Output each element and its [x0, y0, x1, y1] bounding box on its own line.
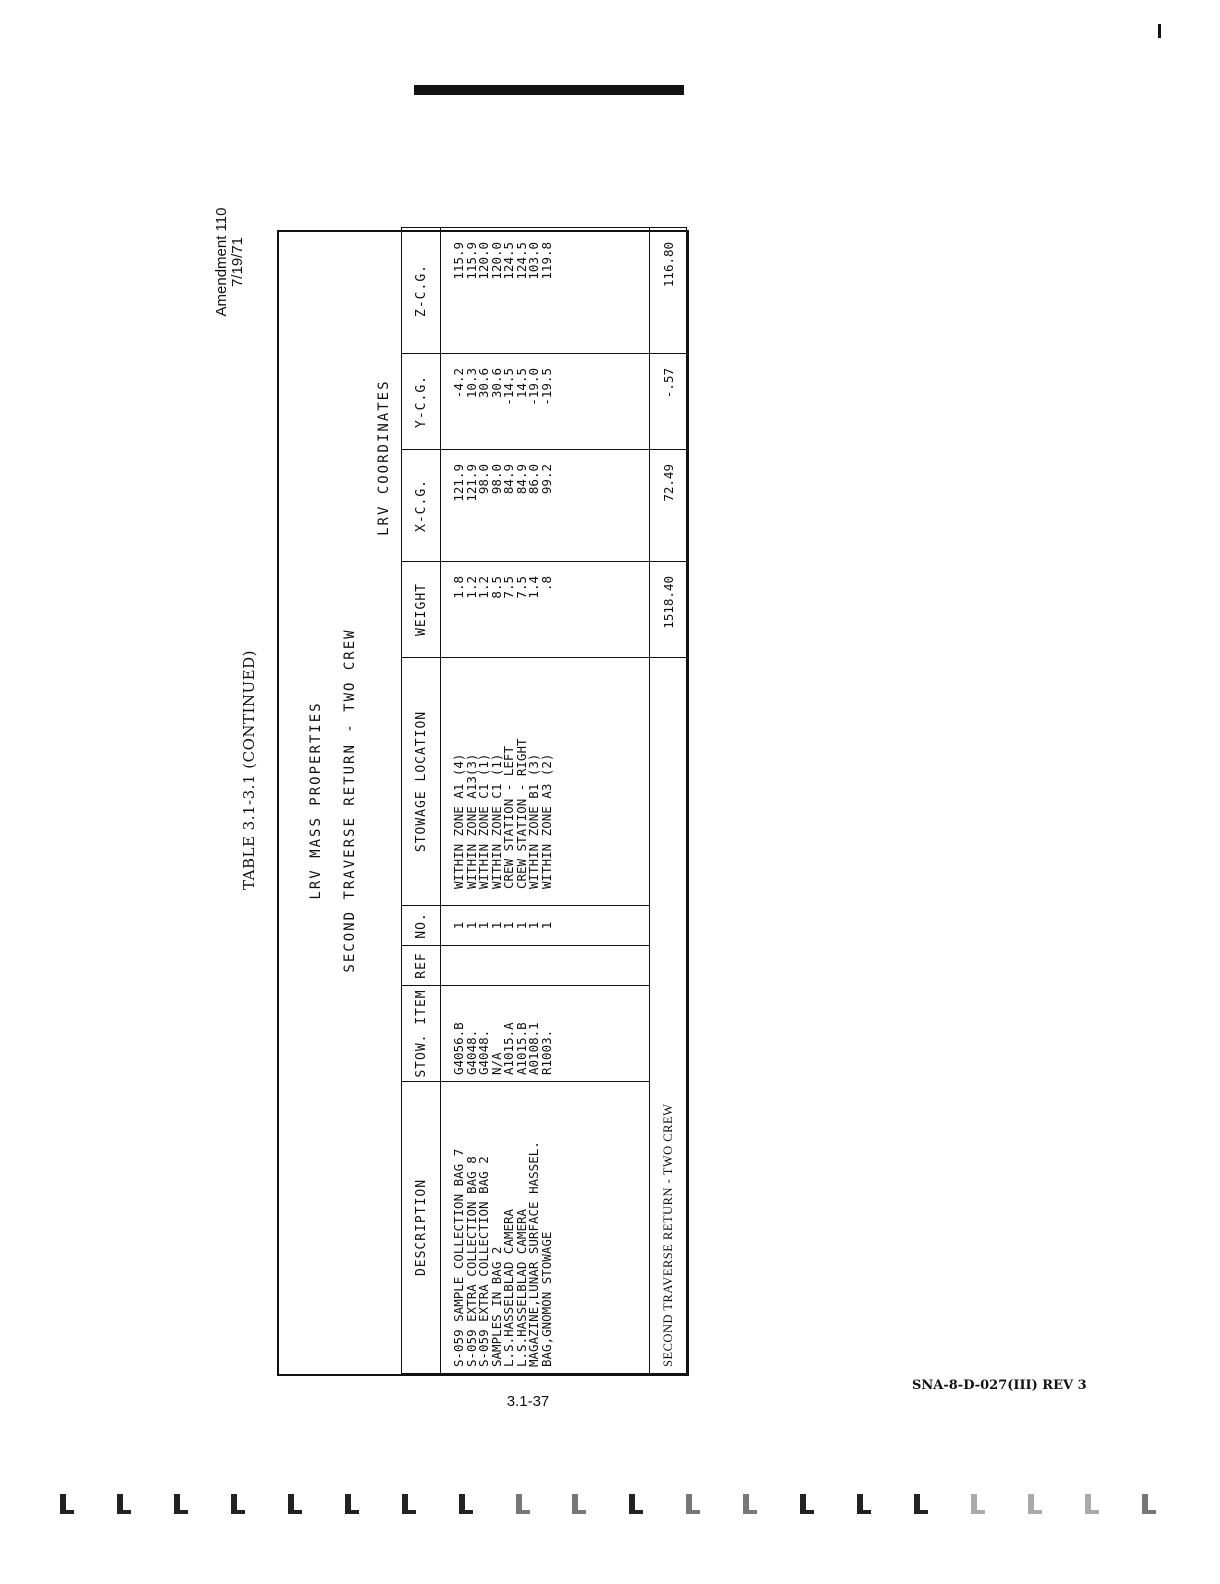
- registration-mark: [514, 1494, 532, 1514]
- header-no: NO.: [402, 906, 441, 946]
- registration-mark: [627, 1494, 645, 1514]
- cell-no: 1 1 1 1 1 1 1 1: [441, 906, 650, 946]
- registration-mark: [457, 1494, 475, 1514]
- cell-ref: [441, 946, 650, 986]
- amendment-date: 7/19/71: [229, 236, 246, 288]
- header-stow-item: STOW. ITEM: [402, 986, 441, 1082]
- total-z-cg: 116.80: [650, 227, 687, 353]
- registration-mark: [229, 1494, 247, 1514]
- registration-mark: [969, 1494, 987, 1514]
- page-number: 3.1-37: [506, 1393, 550, 1410]
- registration-mark: [400, 1494, 418, 1514]
- registration-mark: [1140, 1494, 1158, 1514]
- registration-mark: [912, 1494, 930, 1514]
- registration-mark: [1083, 1494, 1101, 1514]
- table-caption: TABLE 3.1-3.1 (CONTINUED): [240, 649, 258, 891]
- header-ref: REF: [402, 946, 441, 986]
- header-y-cg: Y-C.G.: [402, 354, 441, 450]
- total-label: SECOND TRAVERSE RETURN - TWO CREW: [650, 658, 687, 1374]
- registration-mark: [684, 1494, 702, 1514]
- amendment-note: [214, 182, 246, 342]
- cell-description: S-059 SAMPLE COLLECTION BAG 7 S-059 EXTRA COLLECTION BAG 8 S-059 EXTRA COLLECTION BAG 2 SAMPLES IN BAG 2 L.S.HASSELBLAD CAMERA L.S.HASSELBLAD CAMERA MAGAZINE,LUNAR SURFACE HASSEL. BAG,GNOMON STOWAGE: [441, 1082, 650, 1374]
- cell-weight: 1.8 1.2 1.2 8.5 7.5 7.5 1.4 .8: [441, 562, 650, 658]
- table-titles: [279, 227, 402, 1373]
- header-description: DESCRIPTION: [402, 1082, 441, 1374]
- total-y-cg: -.57: [650, 354, 687, 450]
- registration-mark: [343, 1494, 361, 1514]
- registration-mark: [115, 1494, 133, 1514]
- registration-mark: [741, 1494, 759, 1514]
- redaction-bar: [414, 85, 684, 95]
- registration-mark: [570, 1494, 588, 1514]
- document-reference: SNA-8-D-027(III) REV 3: [912, 1378, 1087, 1393]
- registration-mark: [286, 1494, 304, 1514]
- cell-z-cg: 115.9 115.9 120.0 120.0 124.5 124.5 103.0 119.8: [441, 227, 650, 353]
- title-line-1: LRV MASS PROPERTIES: [308, 701, 324, 900]
- cell-x-cg: 121.9 121.9 98.0 98.0 84.9 84.9 86.0 99.2: [441, 450, 650, 562]
- registration-mark: [172, 1494, 190, 1514]
- coordinates-title: LRV COORDINATES: [376, 379, 392, 536]
- cell-stowage-location: WITHIN ZONE A1 (4) WITHIN ZONE A13(3) WITHIN ZONE C1 (1) WITHIN ZONE C1 (1) CREW STATION - LEFT CREW STATION - RIGHT WITHIN ZONE B1 (3) WITHIN ZONE A3 (2): [441, 658, 650, 906]
- registration-mark: [798, 1494, 816, 1514]
- rotated-page-content: [210, 120, 990, 1420]
- bottom-registration-marks: [58, 1494, 1158, 1514]
- header-weight: WEIGHT: [402, 562, 441, 658]
- amendment-line: Amendment 110: [213, 207, 230, 317]
- header-x-cg: X-C.G.: [402, 450, 441, 562]
- registration-mark: [1026, 1494, 1044, 1514]
- registration-mark: [58, 1494, 76, 1514]
- total-x-cg: 72.49: [650, 450, 687, 562]
- registration-mark: [855, 1494, 873, 1514]
- total-weight: 1518.40: [650, 562, 687, 658]
- header-stowage-location: STOWAGE LOCATION: [402, 658, 441, 906]
- corner-mark: [1158, 24, 1161, 38]
- mass-properties-table: [277, 230, 689, 1376]
- cell-y-cg: -4.2 10.3 30.6 30.6 -14.5 14.5 -19.0 -19.5: [441, 354, 650, 450]
- header-z-cg: Z-C.G.: [402, 227, 441, 353]
- title-line-2: SECOND TRAVERSE RETURN - TWO CREW: [342, 628, 358, 973]
- cell-stow-item: G4056.B G4048. G4048. N/A A1015.A A1015.B A0108.1 R1003.: [441, 986, 650, 1082]
